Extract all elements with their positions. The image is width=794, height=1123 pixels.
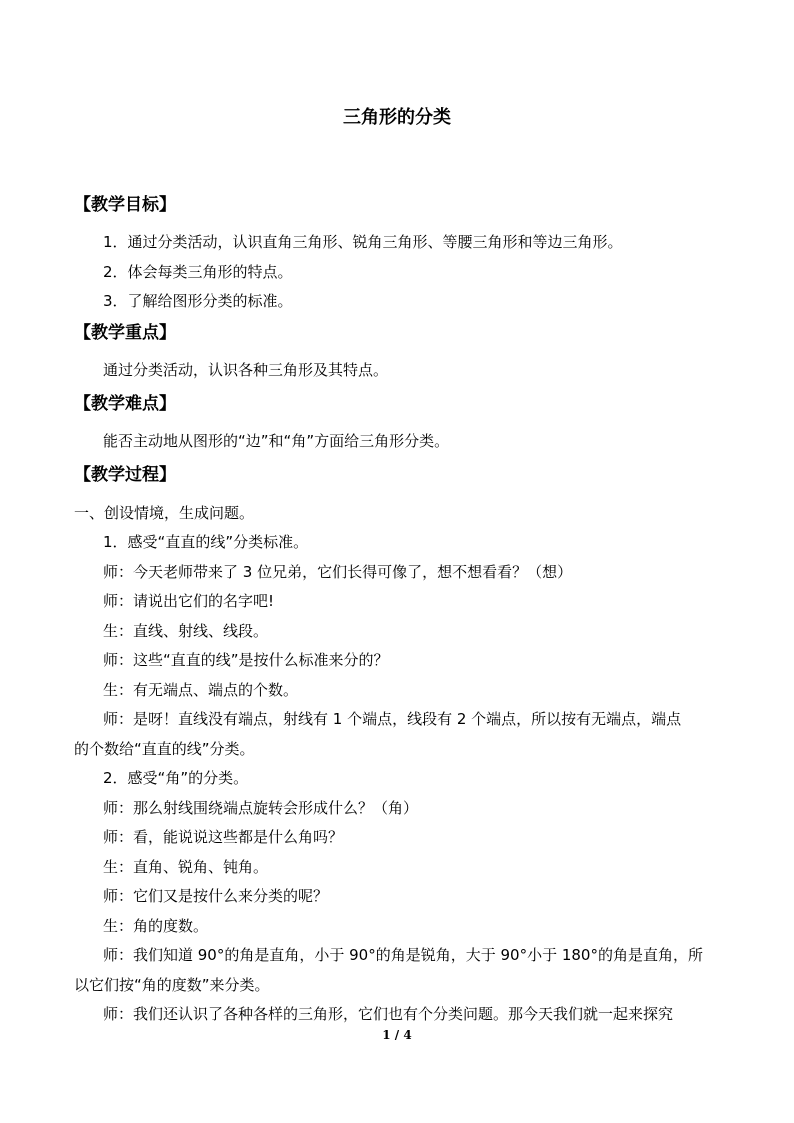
process-line: 师：我们知道 90°的角是直角，小于 90°的角是锐角，大于 90°小于 180°的角是直角，所	[103, 946, 703, 964]
process-line: 师：看，能说说这些都是什么角吗？	[103, 828, 344, 846]
process-line: 生：有无端点、端点的个数。	[103, 681, 299, 699]
process-line: 以它们按“角的度数”来分类。	[74, 976, 270, 994]
focus-heading: 【教学重点】	[74, 323, 176, 343]
difficulty-text: 能否主动地从图形的“边”和“角”方面给三角形分类。	[103, 432, 450, 450]
goal-item: 2．体会每类三角形的特点。	[103, 263, 293, 281]
difficulty-heading: 【教学难点】	[74, 394, 176, 414]
process-line: 2．感受“角”的分类。	[103, 769, 249, 787]
goals-heading: 【教学目标】	[74, 195, 176, 215]
process-line: 的个数给“直直的线”分类。	[74, 740, 255, 758]
process-line: 生：直角、锐角、钝角。	[103, 858, 269, 876]
process-line: 一、创设情境，生成问题。	[74, 504, 255, 522]
process-line: 师：那么射线围绕端点旋转会形成什么？（角）	[103, 799, 419, 817]
goal-item: 3．了解给图形分类的标准。	[103, 292, 293, 310]
process-line: 师：今天老师带来了 3 位兄弟，它们长得可像了，想不想看看？（想）	[103, 563, 573, 581]
process-line: 生：角的度数。	[103, 917, 209, 935]
document-title: 三角形的分类	[343, 107, 451, 128]
goal-item: 1．通过分类活动，认识直角三角形、锐角三角形、等腰三角形和等边三角形。	[103, 233, 623, 251]
process-heading: 【教学过程】	[74, 465, 176, 485]
process-line: 师：我们还认识了各种各样的三角形，它们也有个分类问题。那今天我们就一起来探究	[103, 1005, 674, 1023]
process-line: 1．感受“直直的线”分类标准。	[103, 533, 309, 551]
process-line: 师：请说出它们的名字吧!	[103, 592, 275, 610]
process-line: 师：是呀！直线没有端点，射线有 1 个端点，线段有 2 个端点，所以按有无端点，端点	[103, 710, 682, 728]
focus-text: 通过分类活动，认识各种三角形及其特点。	[103, 361, 389, 379]
process-line: 师：它们又是按什么来分类的呢？	[103, 887, 329, 905]
page-number: 1 / 4	[382, 1028, 412, 1042]
process-line: 生：直线、射线、线段。	[103, 622, 269, 640]
process-line: 师：这些“直直的线”是按什么标准来分的？	[103, 651, 389, 669]
